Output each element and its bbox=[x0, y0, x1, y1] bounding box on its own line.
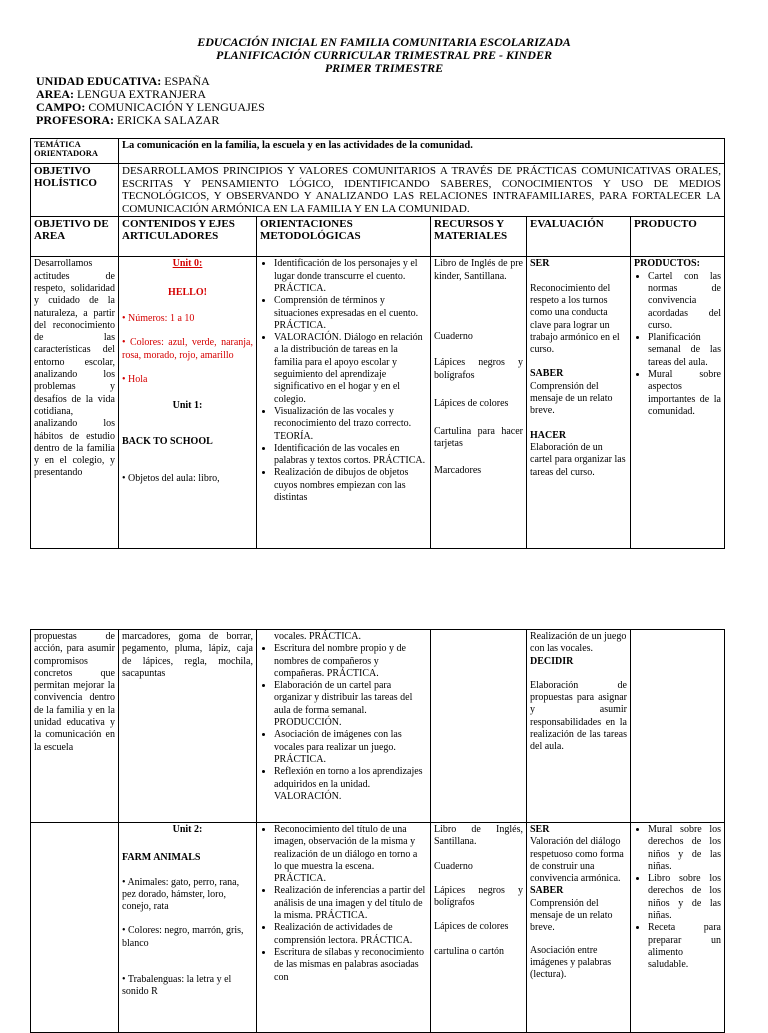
objetivo-area-cont: propuestas de acción, para asumir compromisos concretos que permitan mejorar la convivencia dentro de la familia y en la unidad educativa y la comunicación en la escuela bbox=[31, 630, 119, 823]
planning-table-page1 bbox=[30, 138, 725, 549]
recurso-item: Libro de Inglés, Santillana. bbox=[434, 824, 523, 848]
ser-label: SER bbox=[530, 824, 550, 835]
orientacion-item: • Visualización de las vocales y reconocimiento del trazo correcto. TEORÍA. bbox=[274, 406, 427, 443]
meta-profesora: PROFESORA: ERICKA SALAZAR bbox=[36, 113, 220, 127]
recurso-item: Lápices negros y bolígrafos bbox=[434, 884, 523, 909]
decidir-label: DECIDIR bbox=[530, 655, 574, 667]
evaluacion-cell bbox=[527, 257, 631, 549]
producto-item: • Mural sobre los derechos de los niños y de las niñas. bbox=[648, 824, 721, 873]
contenidos-cont: marcadores, goma de borrar, pegamento, pluma, lápiz, caja de lápices, regla, mochila, sacapuntas bbox=[119, 630, 257, 823]
animales-item: • Animales: gato, perro, rana, pez dorado, hámster, loro, conejo, rata bbox=[122, 876, 240, 913]
orientacion-item: • Reflexión en torno a los aprendizajes adquiridos en la unidad. VALORACIÓN. bbox=[274, 766, 427, 803]
saber-text: Comprensión del mensaje de un relato breve. bbox=[530, 380, 613, 417]
recurso-item: cartulina o cartón bbox=[434, 945, 504, 957]
hello-title: HELLO! bbox=[168, 286, 207, 298]
orientacion-item: • VALORACIÓN. Diálogo en relación a la distribución de tareas en la familia para el apoyo escolar y seguimiento del aprendizaje significativo en el hogar y en el colegio. bbox=[274, 332, 427, 406]
meta-campo: CAMPO: COMUNICACIÓN Y LENGUAJES bbox=[36, 100, 265, 114]
orientacion-item: • Identificación de las vocales en palabras y textos cortos. PRÁCTICA. bbox=[274, 443, 427, 468]
farm-animals-title: FARM ANIMALS bbox=[122, 852, 201, 864]
tematica-label: TEMÁTICA ORIENTADORA bbox=[31, 139, 119, 164]
objetivo-holistico-value: DESARROLLAMOS PRINCIPIOS Y VALORES COMUNITARIOS A TRAVÉS DE PRÁCTICAS COMUNICATIVAS ORALES, ESCRITAS Y PENSAMIENTO LÓGICO, IDENTIFICANDO SABERES, CONOCIMIENTOS Y USO DE MEDIOS TECNOLÓGICOS, Y OBSERVANDO Y ANALIZANDO LAS RELACIONES INTRAFAMILIARES, PARA FORTALECER LA COMUNICACIÓN ARMÓNICA EN LA FAMILIA Y EN LA COMUNIDAD. bbox=[119, 164, 725, 217]
hacer-text: Elaboración de un cartel para organizar las tareas del curso. bbox=[530, 441, 626, 478]
planning-table-page2 bbox=[30, 629, 725, 1033]
evaluacion-lead: Realización de un juego con las vocales. bbox=[530, 631, 627, 655]
decidir-text: Elaboración de propuestas para asignar y asumir responsabilidades en la realización de las tareas del aula. bbox=[530, 679, 627, 753]
producto-item: • Planificación semanal de las tareas del aula. bbox=[648, 332, 721, 369]
hola-item: • Hola bbox=[122, 373, 148, 385]
col-header-evaluacion: EVALUACIÓN bbox=[527, 217, 631, 257]
producto-item: • Mural sobre aspectos importantes de la comunidad. bbox=[648, 369, 721, 418]
objetivo-holistico-label: OBJETIVO HOLÍSTICO bbox=[31, 164, 119, 217]
colores-item: • Colores: negro, marrón, gris, blanco bbox=[122, 925, 244, 949]
orientacion-item: • Elaboración de un cartel para organizar y distribuir las tareas del aula de forma semanal. PRODUCCIÓN. bbox=[274, 680, 427, 729]
recurso-item: Libro de Inglés de pre kinder, Santillana. bbox=[434, 258, 523, 282]
recursos-unit2-cell bbox=[431, 823, 527, 1033]
recurso-item: Lápices de colores bbox=[434, 397, 509, 409]
ser-text: Valoración del diálogo respetuoso como forma de construir una convivencia armónica. bbox=[530, 836, 624, 885]
meta-unidad: UNIDAD EDUCATIVA: ESPAÑA bbox=[36, 74, 210, 88]
contenidos-unit2-cell bbox=[119, 823, 257, 1033]
orientaciones-cont-cell bbox=[257, 630, 431, 823]
meta-area: AREA: LENGUA EXTRANJERA bbox=[36, 87, 206, 101]
orientacion-item: • Comprensión de términos y situaciones expresadas en el cuento. PRÁCTICA. bbox=[274, 295, 427, 332]
orientacion-lead: vocales. PRÁCTICA. bbox=[274, 631, 361, 642]
orientacion-item: • Reconocimiento del título de una imagen, observación de la misma y realización de un diálogo en torno a lo que muestra la escena. PRÁCTICA. bbox=[274, 824, 427, 885]
unit2-label: Unit 2: bbox=[172, 824, 203, 835]
saber-text: Comprensión del mensaje de un relato breve. bbox=[530, 897, 613, 934]
orientacion-item: • Escritura de sílabas y reconocimiento de las mismas en palabras asociadas con bbox=[274, 947, 427, 984]
col-header-objetivo: OBJETIVO DE AREA bbox=[31, 217, 119, 257]
producto-item: • Cartel con las normas de convivencia acordadas del curso. bbox=[648, 271, 721, 332]
doc-title-line3: PRIMER TRIMESTRE bbox=[324, 61, 444, 75]
recursos-cell bbox=[431, 257, 527, 549]
saber-label: SABER bbox=[530, 368, 564, 380]
hacer-label: HACER bbox=[530, 429, 567, 441]
orientaciones-unit2-cell bbox=[257, 823, 431, 1033]
back-to-school-title: BACK TO SCHOOL bbox=[122, 436, 213, 448]
recurso-item: Lápices negros y bolígrafos bbox=[434, 357, 523, 381]
contenidos-cell bbox=[119, 257, 257, 549]
orientacion-item: • Realización de inferencias a partir del análisis de una imagen y del título de la misma. PRÁCTICA. bbox=[274, 885, 427, 922]
orientacion-item: • Realización de actividades de comprensión lectora. PRÁCTICA. bbox=[274, 922, 427, 947]
evaluacion-unit2-cell bbox=[527, 823, 631, 1033]
tematica-value: La comunicación en la familia, la escuela y en las actividades de la comunidad. bbox=[119, 139, 725, 164]
producto-item: • Receta para preparar un alimento saludable. bbox=[648, 922, 721, 971]
recurso-item: Cartulina para hacer tarjetas bbox=[434, 426, 523, 450]
unit0-label: Unit 0: bbox=[172, 258, 203, 270]
producto-unit2-cell bbox=[631, 823, 725, 1033]
doc-title-line2: PLANIFICACIÓN CURRICULAR TRIMESTRAL PRE - KINDER bbox=[216, 48, 552, 62]
ser-text: Reconocimiento del respeto a los turnos como una conducta clave para lograr un trabajo armónico en el curso. bbox=[530, 282, 620, 356]
evaluacion-cont-cell bbox=[527, 630, 631, 823]
orientacion-item: • Identificación de los personajes y el lugar donde transcurre el cuento. PRÁCTICA. bbox=[274, 258, 427, 295]
objetivo-area-text: Desarrollamos actitudes de respeto, solidaridad y cuidado de la naturaleza, a partir del reconocimiento de las características del entorno escolar, analizando los problemas y desafíos de la vida cotidiana, analizando los hábitos de estudio dentro de la familia y en el colegio, y presentando bbox=[31, 257, 119, 549]
productos-title: PRODUCTOS: bbox=[634, 258, 700, 270]
orientacion-item: • Escritura del nombre propio y de nombres de compañeros y compañeras. PRÁCTICA. bbox=[274, 643, 427, 680]
producto-cell bbox=[631, 257, 725, 549]
orientaciones-cell bbox=[257, 257, 431, 549]
producto-item: • Libro sobre los derechos de los niños y de las niñas. bbox=[648, 873, 721, 922]
orientacion-item: • Realización de dibujos de objetos cuyos nombres empiezan con las distintas bbox=[274, 467, 427, 504]
recurso-item: Cuaderno bbox=[434, 330, 473, 342]
col-header-contenidos: CONTENIDOS Y EJES ARTICULADORES bbox=[119, 217, 257, 257]
unit1-label: Unit 1: bbox=[172, 400, 203, 412]
col-header-orientaciones: ORIENTACIONES METODOLÓGICAS bbox=[257, 217, 431, 257]
recurso-item: Lápices de colores bbox=[434, 921, 509, 933]
saber-label: SABER bbox=[530, 885, 564, 897]
objetivo-area-empty bbox=[31, 823, 119, 1033]
col-header-recursos: RECURSOS Y MATERIALES bbox=[431, 217, 527, 257]
recurso-item: Cuaderno bbox=[434, 860, 473, 872]
recurso-item: Marcadores bbox=[434, 464, 482, 476]
doc-title-line1: EDUCACIÓN INICIAL EN FAMILIA COMUNITARIA ESCOLARIZADA bbox=[197, 35, 571, 49]
ser-label: SER bbox=[530, 258, 550, 270]
recursos-cont-empty bbox=[431, 630, 527, 823]
colores-item: • Colores: azul, verde, naranja, rosa, morado, rojo, amarillo bbox=[122, 337, 253, 361]
trabalenguas-item: • Trabalenguas: la letra y el sonido R bbox=[122, 974, 232, 998]
producto-cont-empty bbox=[631, 630, 725, 823]
col-header-producto: PRODUCTO bbox=[631, 217, 725, 257]
objetos-item: • Objetos del aula: libro, bbox=[122, 472, 220, 484]
asociacion-text: Asociación entre imágenes y palabras (lectura). bbox=[530, 944, 612, 981]
numeros-item: • Números: 1 a 10 bbox=[122, 312, 195, 324]
orientacion-item: • Asociación de imágenes con las vocales para realizar un juego. PRÁCTICA. bbox=[274, 729, 427, 766]
